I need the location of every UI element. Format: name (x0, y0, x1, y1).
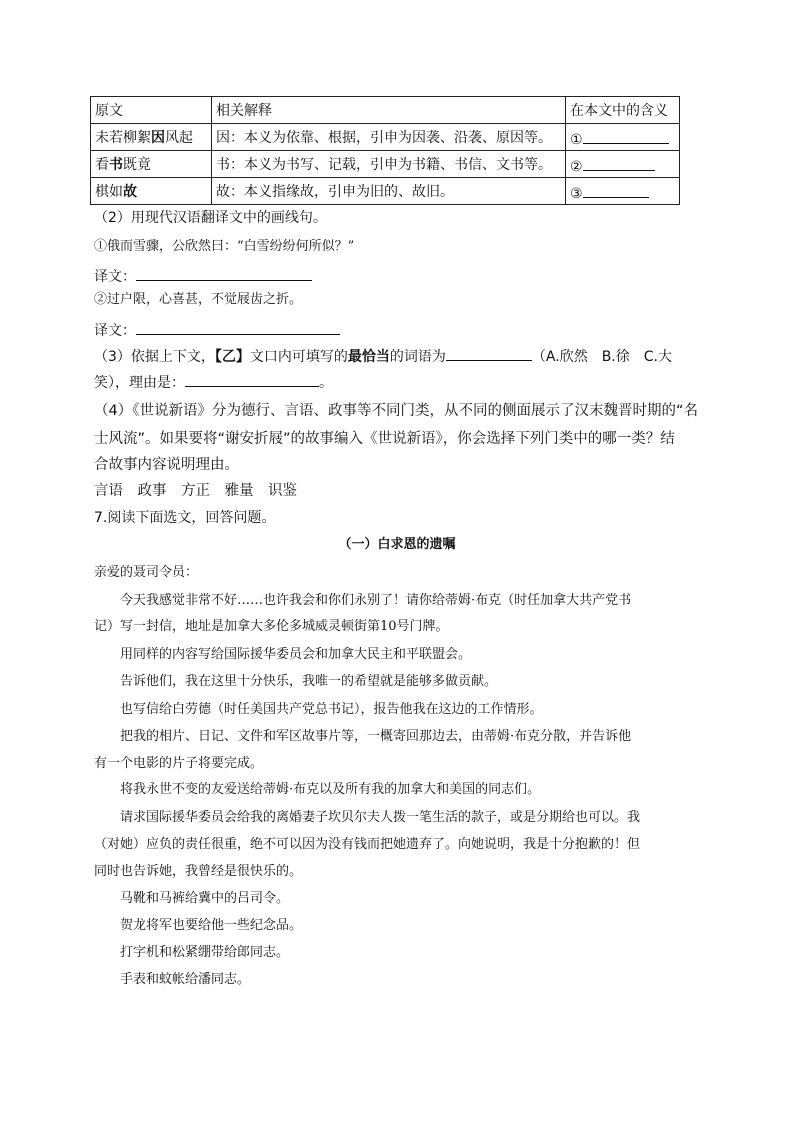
question-2-sentence-1: ①俄而雪骤，公欣然曰：“白雪纷纷何所似？” (94, 239, 355, 254)
passage-line: 请求国际援华委员会给我的离婚妻子坎贝尔夫人拨一笔生活的款子，或是分期给也可以。我 (120, 810, 641, 825)
meaning-cell: ③ (566, 178, 680, 205)
passage-line: 将我永世不变的友爱送给蒂姆·布克以及所有我的加拿大和美国的同志们。 (120, 782, 541, 797)
question-4-line-2: 士风流”。如果要将“谢安折屐”的故事编入《世说新语》，你会选择下列门类中的哪一类？结 (94, 431, 675, 447)
question-7-prompt: 7.阅读下面选文，回答问题。 (94, 510, 276, 526)
passage-line: 打字机和松紧绷带给郎同志。 (120, 945, 290, 960)
meaning-cell: ① (566, 124, 680, 151)
gloss-table (90, 96, 680, 205)
passage-line: 贺龙将军也要给他一些纪念品。 (120, 918, 303, 933)
meaning-cell: ② (566, 151, 680, 178)
answer-blank[interactable] (583, 181, 649, 198)
header-cell: 原文 (91, 97, 212, 124)
reason-blank[interactable] (185, 370, 319, 387)
question-4-line-1: （4）《世说新语》分为德行、言语、政事等不同门类，从不同的侧面展示了汉末魏晋时期的“名 (94, 403, 698, 419)
passage-line: 告诉他们，我在这里十分快乐，我唯一的希望就是能够多做贡献。 (120, 674, 498, 689)
passage-line: 手表和蚊帐给潘同志。 (120, 972, 251, 987)
table-header-row (91, 97, 680, 124)
translation-label: 译文： (94, 323, 136, 339)
passage-line: （对她）应负的责任很重，绝不可以因为没有钱而把她遗弃了。向她说明，我是十分抱歉的！但 (94, 837, 641, 852)
table-row (91, 124, 680, 151)
header-cell: 在本文中的含义 (566, 97, 680, 124)
question-3-line-1: （3）依据上下文，【乙】文口内可填写的最恰当的词语为 （A.欣然 B.徐 C.大 (94, 344, 672, 367)
answer-blank[interactable] (583, 154, 655, 171)
passage-line: 今天我感觉非常不好……也许我会和你们永别了！请你给蒂姆·布克（时任加拿大共产党书 (120, 593, 632, 608)
explanation-cell: 书：本义为书写、记载，引申为书籍、书信、文书等。 (212, 151, 566, 178)
word-blank[interactable] (446, 344, 532, 361)
original-cell: 看书既竟 (91, 151, 212, 178)
passage-line: 同时也告诉她，我曾经是很快乐的。 (94, 864, 303, 879)
translation-label: 译文： (94, 269, 136, 285)
original-cell: 棋如故 (91, 178, 212, 205)
passage-line: 记）写一封信，地址是加拿大多伦多城威灵顿街第10号门牌。 (94, 619, 449, 634)
translation-blank-1[interactable] (136, 264, 312, 281)
passage-line: 把我的相片、日记、文件和军区故事片等，一概寄回那边去，由蒂姆·布克分散，并告诉他 (120, 729, 632, 744)
passage-line: 有一个电影的片子将要完成。 (94, 756, 264, 771)
category-options: 言语 政事 方正 雅量 识鉴 (94, 483, 297, 499)
question-4-line-3: 合故事内容说明理由。 (94, 457, 239, 473)
translation-line-2 (94, 318, 340, 341)
translation-blank-2[interactable] (136, 318, 340, 335)
passage-line: 也写信给白劳德（时任美国共产党总书记），报告他我在这边的工作情形。 (120, 702, 543, 717)
explanation-cell: 故：本义指缘故，引申为旧的、故旧。 (212, 178, 566, 205)
translation-line-1 (94, 264, 312, 287)
header-cell: 相关解释 (212, 97, 566, 124)
answer-blank[interactable] (583, 127, 669, 144)
explanation-cell: 因：本义为依靠、根据，引申为因袭、沿袭、原因等。 (212, 124, 566, 151)
table-row (91, 178, 680, 205)
passage-line: 用同样的内容写给国际援华委员会和加拿大民主和平联盟会。 (120, 647, 472, 662)
original-cell: 未若柳絮因风起 (91, 124, 212, 151)
passage-line: 马靴和马裤给冀中的吕司令。 (120, 891, 290, 906)
table-row (91, 151, 680, 178)
question-2-prompt: （2）用现代汉语翻译文中的画线句。 (94, 210, 327, 226)
passage-title: （一）白求恩的遗嘱 (338, 537, 456, 552)
question-2-sentence-2: ②过户限，心喜甚，不觉屐齿之折。 (94, 292, 303, 307)
question-3-line-2: 笑），理由是： 。 (94, 370, 333, 393)
passage-salutation: 亲爱的聂司令员： (94, 565, 199, 580)
